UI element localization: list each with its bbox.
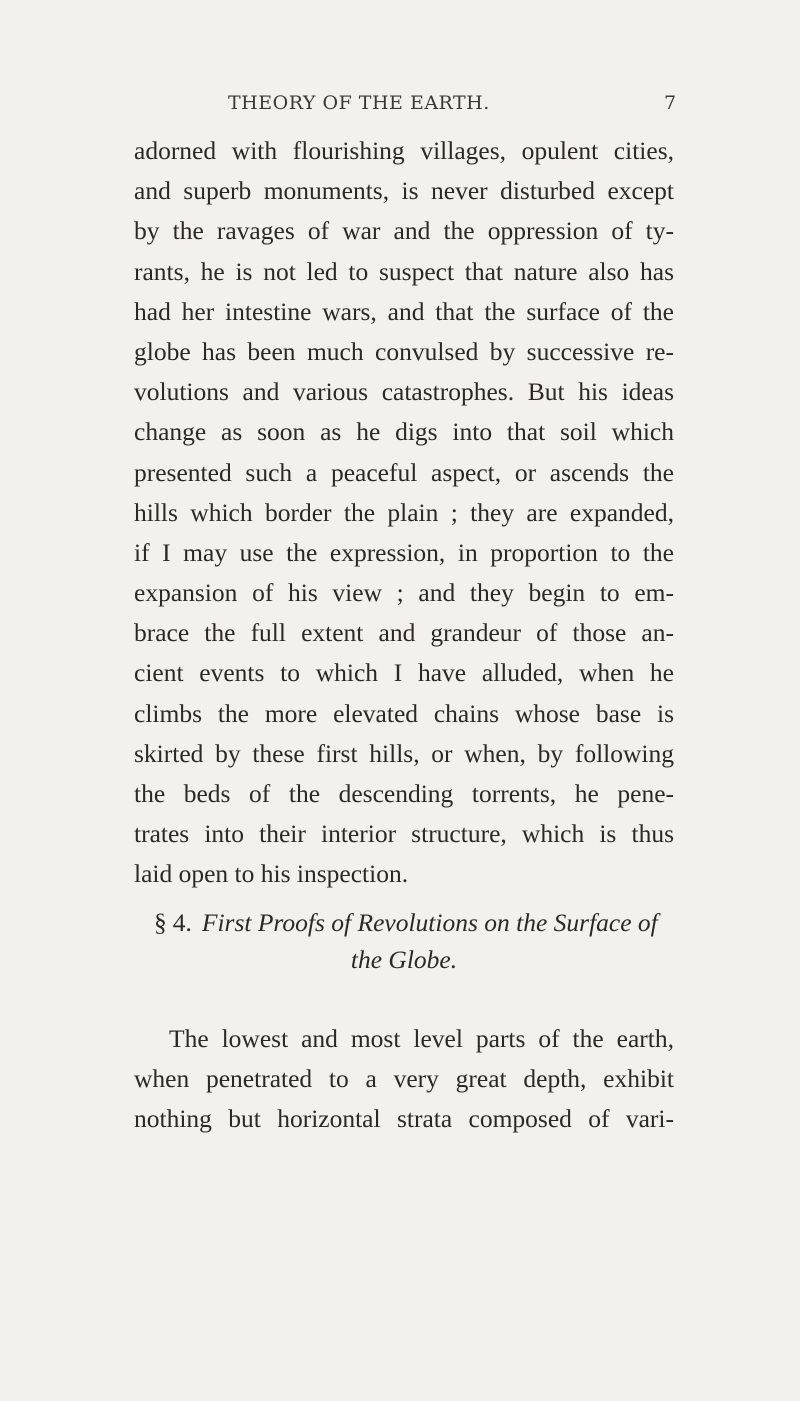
text-line: laid open to his inspection. xyxy=(134,859,409,889)
running-head xyxy=(0,92,800,122)
text-line: by the ravages of war and the oppression of ty- xyxy=(134,216,674,246)
text-line: brace the full extent and grandeur of those an- xyxy=(134,618,674,648)
text-line: The lowest and most level parts of the earth, xyxy=(169,1024,674,1053)
text-line: trates into their interior structure, which is thus xyxy=(134,819,674,849)
section-title: First Proofs of Revolutions on the Surface of xyxy=(201,908,658,937)
section-number: 4. xyxy=(172,908,192,937)
section-heading-line-2: the Globe. xyxy=(350,945,458,974)
text-line: climbs the more elevated chains whose base is xyxy=(134,698,674,728)
text-line: if I may use the expression, in proportion to the xyxy=(134,537,674,567)
section-mark: § xyxy=(154,908,167,937)
page-number: 7 xyxy=(664,92,677,114)
text-line: hills which border the plain ; they are expanded, xyxy=(134,497,674,527)
paragraph-1 xyxy=(134,131,674,895)
paragraph-2 xyxy=(134,1019,674,1140)
text-line: presented such a peaceful aspect, or ascends the xyxy=(134,457,674,487)
text-line: volutions and various catastrophes. But his ideas xyxy=(134,377,674,407)
text-line: rants, he is not led to suspect that nature also has xyxy=(134,256,674,286)
text-line: skirted by these first hills, or when, by following xyxy=(134,738,674,768)
section-heading xyxy=(134,904,674,984)
text-line: when penetrated to a very great depth, exhibit xyxy=(134,1064,674,1094)
running-title: THEORY OF THE EARTH. xyxy=(228,92,490,114)
text-line: adorned with flourishing villages, opulent cities, xyxy=(134,136,674,165)
text-line: cient events to which I have alluded, when he xyxy=(134,658,674,688)
text-line: change as soon as he digs into that soil which xyxy=(134,417,674,447)
text-line: the beds of the descending torrents, he pene- xyxy=(134,779,674,808)
text-line: expansion of his view ; and they begin to em- xyxy=(134,578,674,608)
text-line: nothing but horizontal strata composed of vari- xyxy=(134,1104,674,1134)
text-line: and superb monuments, is never disturbed except xyxy=(134,176,674,206)
text-line: had her intestine wars, and that the surface of the xyxy=(134,296,674,326)
text-line: globe has been much convulsed by successive re- xyxy=(134,336,674,366)
section-heading-line-1 xyxy=(154,904,658,941)
